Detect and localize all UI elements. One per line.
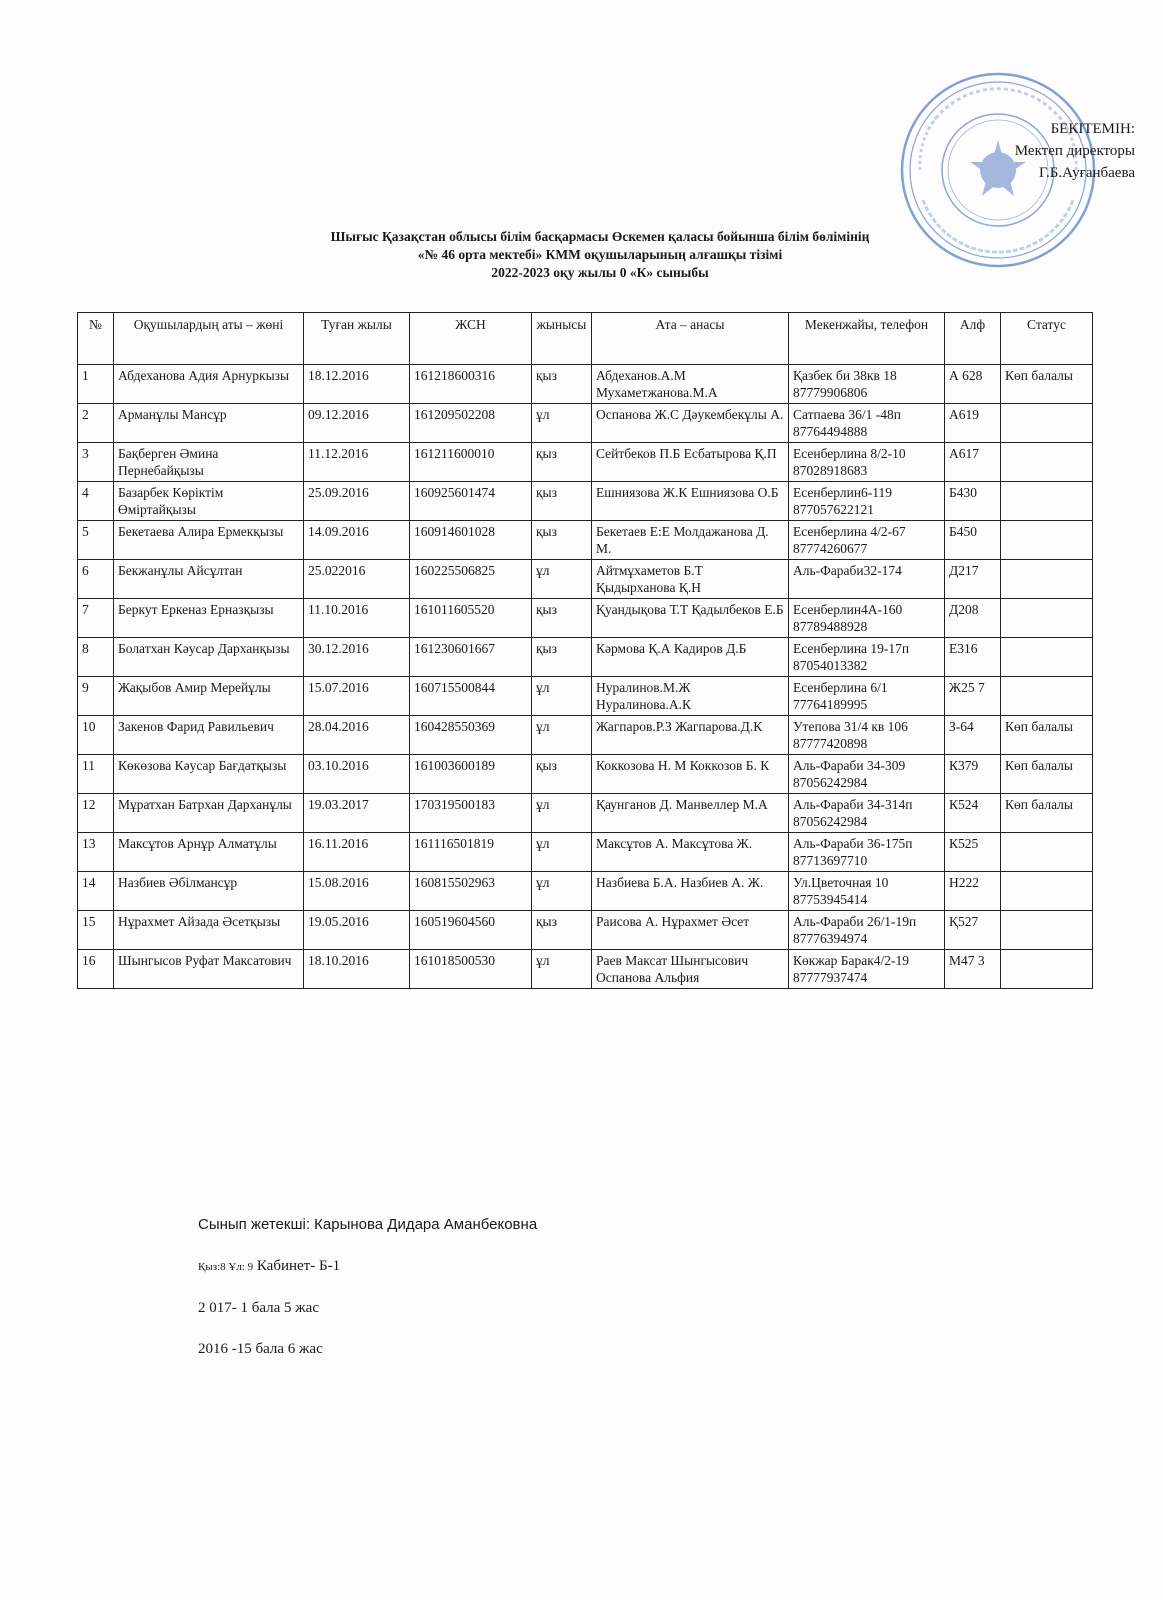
cell-address-phone: Есенберлина 19-17п 87054013382 xyxy=(789,638,945,677)
table-row xyxy=(78,755,1093,794)
cell-birth-date: 18.10.2016 xyxy=(304,950,410,989)
col-header-sex: жынысы xyxy=(532,313,592,365)
cell-alf: К525 xyxy=(945,833,1001,872)
cell-parents: Назбиева Б.А. Назбиев А. Ж. xyxy=(592,872,789,911)
cell-alf: А617 xyxy=(945,443,1001,482)
cell-status xyxy=(1001,833,1093,872)
cell-student-name: Беркут Еркеназ Ерназқызы xyxy=(114,599,304,638)
cell-birth-date: 09.12.2016 xyxy=(304,404,410,443)
col-header-name: Оқушылардың аты – жөні xyxy=(114,313,304,365)
cell-student-name: Бақберген Әмина Пернебайқызы xyxy=(114,443,304,482)
cell-parents: Нуралинов.М.Ж Нуралинова.А.К xyxy=(592,677,789,716)
cell-student-name: Көкөзова Кәусар Бағдатқызы xyxy=(114,755,304,794)
table-row xyxy=(78,638,1093,677)
cell-number: 15 xyxy=(78,911,114,950)
age-summary-2017: 2 017- 1 бала 5 жас xyxy=(198,1300,319,1316)
cell-status: Көп балалы xyxy=(1001,794,1093,833)
cell-iin: 160225506825 xyxy=(410,560,532,599)
cell-address-phone: Есенберлин4А-160 87789488928 xyxy=(789,599,945,638)
approval-block xyxy=(935,118,1135,184)
cell-iin: 161211600010 xyxy=(410,443,532,482)
cell-sex: қыз xyxy=(532,521,592,560)
cell-status xyxy=(1001,872,1093,911)
table-row xyxy=(78,521,1093,560)
cell-student-name: Мұратхан Батрхан Дарханұлы xyxy=(114,794,304,833)
table-row xyxy=(78,716,1093,755)
cell-sex: қыз xyxy=(532,365,592,404)
table-row xyxy=(78,794,1093,833)
age-summary-2016: 2016 -15 бала 6 жас xyxy=(198,1341,323,1357)
cell-parents: Сейтбеков П.Б Есбатырова Қ.П xyxy=(592,443,789,482)
cell-address-phone: Сатпаева 36/1 -48п 87764494888 xyxy=(789,404,945,443)
table-row xyxy=(78,950,1093,989)
cell-birth-date: 28.04.2016 xyxy=(304,716,410,755)
cell-birth-date: 11.12.2016 xyxy=(304,443,410,482)
cell-sex: қыз xyxy=(532,911,592,950)
cell-status xyxy=(1001,443,1093,482)
cell-address-phone: Аль-Фараби 34-314п 87056242984 xyxy=(789,794,945,833)
cell-iin: 160925601474 xyxy=(410,482,532,521)
cell-status xyxy=(1001,599,1093,638)
cell-number: 12 xyxy=(78,794,114,833)
cell-iin: 161209502208 xyxy=(410,404,532,443)
cell-parents: Раев Максат Шынгысович Оспанова Альфия xyxy=(592,950,789,989)
cell-iin: 161218600316 xyxy=(410,365,532,404)
cabinet: Кабинет- Б-1 xyxy=(256,1258,341,1274)
cell-parents: Ешниязова Ж.К Ешниязова О.Б xyxy=(592,482,789,521)
cell-sex: ұл xyxy=(532,404,592,443)
cell-iin: 160715500844 xyxy=(410,677,532,716)
cell-alf: Д217 xyxy=(945,560,1001,599)
cell-number: 11 xyxy=(78,755,114,794)
cell-birth-date: 16.11.2016 xyxy=(304,833,410,872)
cell-student-name: Нұрахмет Айзада Әсетқызы xyxy=(114,911,304,950)
cell-status xyxy=(1001,404,1093,443)
cell-number: 16 xyxy=(78,950,114,989)
cell-birth-date: 19.05.2016 xyxy=(304,911,410,950)
title-line-2: «№ 46 орта мектебі» КММ оқушыларының алғашқы тізімі xyxy=(417,247,783,262)
table-row xyxy=(78,911,1093,950)
cell-student-name: Закенов Фарид Равильевич xyxy=(114,716,304,755)
cell-address-phone: Аль-Фараби 26/1-19п 87776394974 xyxy=(789,911,945,950)
cell-status xyxy=(1001,950,1093,989)
table-row xyxy=(78,677,1093,716)
class-counts xyxy=(198,1258,340,1275)
cell-alf: К524 xyxy=(945,794,1001,833)
col-header-number: № xyxy=(78,313,114,365)
cell-address-phone: Ул.Цветочная 10 87753945414 xyxy=(789,872,945,911)
cell-iin: 161116501819 xyxy=(410,833,532,872)
cell-birth-date: 03.10.2016 xyxy=(304,755,410,794)
table-row xyxy=(78,560,1093,599)
cell-parents: Коккозова Н. М Коккозов Б. К xyxy=(592,755,789,794)
cell-alf: М47 3 xyxy=(945,950,1001,989)
cell-alf: Д208 xyxy=(945,599,1001,638)
cell-student-name: Шынгысов Руфат Максатович xyxy=(114,950,304,989)
col-header-alf: Алф xyxy=(945,313,1001,365)
cell-status: Көп балалы xyxy=(1001,716,1093,755)
cell-alf: Е316 xyxy=(945,638,1001,677)
cell-parents: Бекетаев Е:Е Молдажанова Д. М. xyxy=(592,521,789,560)
class-teacher: Сынып жетекші: Карынова Дидара Аманбековна xyxy=(198,1216,538,1233)
cell-alf: А619 xyxy=(945,404,1001,443)
table-row xyxy=(78,404,1093,443)
cell-iin: 161230601667 xyxy=(410,638,532,677)
cell-student-name: Бекетаева Алира Ермекқызы xyxy=(114,521,304,560)
cell-number: 14 xyxy=(78,872,114,911)
cell-sex: ұл xyxy=(532,560,592,599)
cell-address-phone: Аль-Фараби32-174 xyxy=(789,560,945,599)
cell-student-name: Максұтов Арнұр Алматұлы xyxy=(114,833,304,872)
cell-sex: қыз xyxy=(532,638,592,677)
cell-alf: Б450 xyxy=(945,521,1001,560)
cell-parents: Раисова А. Нұрахмет Әсет xyxy=(592,911,789,950)
table-row xyxy=(78,443,1093,482)
cell-address-phone: Есенберлина 4/2-67 87774260677 xyxy=(789,521,945,560)
cell-alf: Н222 xyxy=(945,872,1001,911)
cell-sex: қыз xyxy=(532,482,592,521)
table-row xyxy=(78,872,1093,911)
cell-number: 8 xyxy=(78,638,114,677)
cell-address-phone: Қазбек би 38кв 18 87779906806 xyxy=(789,365,945,404)
cell-sex: ұл xyxy=(532,950,592,989)
cell-iin: 170319500183 xyxy=(410,794,532,833)
cell-sex: ұл xyxy=(532,872,592,911)
cell-status: Көп балалы xyxy=(1001,755,1093,794)
cell-iin: 161011605520 xyxy=(410,599,532,638)
col-header-iin: ЖСН xyxy=(410,313,532,365)
cell-birth-date: 15.08.2016 xyxy=(304,872,410,911)
cell-number: 1 xyxy=(78,365,114,404)
cell-number: 13 xyxy=(78,833,114,872)
cell-parents: Максұтов А. Максұтова Ж. xyxy=(592,833,789,872)
cell-birth-date: 25.022016 xyxy=(304,560,410,599)
cell-number: 3 xyxy=(78,443,114,482)
cell-student-name: Назбиев Әбілмансұр xyxy=(114,872,304,911)
cell-status: Көп балалы xyxy=(1001,365,1093,404)
cell-alf: К379 xyxy=(945,755,1001,794)
col-header-parents: Ата – анасы xyxy=(592,313,789,365)
cell-birth-date: 19.03.2017 xyxy=(304,794,410,833)
cell-parents: Кәрмова Қ.А Кадиров Д.Б xyxy=(592,638,789,677)
cell-address-phone: Есенберлин6-119 877057622121 xyxy=(789,482,945,521)
table-row xyxy=(78,599,1093,638)
student-roster-table xyxy=(77,312,1093,989)
approval-heading: БЕКІТЕМІН: xyxy=(1050,121,1135,137)
cell-status xyxy=(1001,521,1093,560)
document-title xyxy=(110,228,1090,282)
cell-birth-date: 18.12.2016 xyxy=(304,365,410,404)
cell-number: 5 xyxy=(78,521,114,560)
cell-address-phone: Аль-Фараби 36-175п 87713697710 xyxy=(789,833,945,872)
cell-number: 9 xyxy=(78,677,114,716)
approval-signatory: Г.Б.Ауғанбаева xyxy=(1038,165,1135,181)
cell-birth-date: 15.07.2016 xyxy=(304,677,410,716)
cell-parents: Қаунганов Д. Манвеллер М.А xyxy=(592,794,789,833)
cell-sex: қыз xyxy=(532,599,592,638)
cell-parents: Оспанова Ж.С Дәукембекұлы А. xyxy=(592,404,789,443)
cell-birth-date: 11.10.2016 xyxy=(304,599,410,638)
cell-sex: ұл xyxy=(532,716,592,755)
gender-counts: Қыз:8 Ұл: 9 xyxy=(198,1261,254,1273)
cell-alf: Қ527 xyxy=(945,911,1001,950)
cell-sex: қыз xyxy=(532,443,592,482)
cell-sex: ұл xyxy=(532,794,592,833)
cell-number: 7 xyxy=(78,599,114,638)
table-row xyxy=(78,365,1093,404)
cell-student-name: Арманұлы Мансұр xyxy=(114,404,304,443)
approval-position: Мектеп директоры xyxy=(1014,143,1135,159)
cell-address-phone: Есенберлина 8/2-10 87028918683 xyxy=(789,443,945,482)
cell-sex: ұл xyxy=(532,677,592,716)
cell-student-name: Болатхан Кәусар Дарханқызы xyxy=(114,638,304,677)
cell-parents: Абдеханов.А.М Мухаметжанова.М.А xyxy=(592,365,789,404)
cell-status xyxy=(1001,482,1093,521)
cell-address-phone: Аль-Фараби 34-309 87056242984 xyxy=(789,755,945,794)
title-line-1: Шығыс Қазақстан облысы білім басқармасы Өскемен қаласы бойынша білім бөлімінің xyxy=(330,229,870,244)
cell-iin: 161003600189 xyxy=(410,755,532,794)
cell-sex: ұл xyxy=(532,833,592,872)
cell-parents: Қуандықова Т.Т Қадылбеков Е.Б xyxy=(592,599,789,638)
title-line-3: 2022-2023 оқу жылы 0 «К» сыныбы xyxy=(491,265,709,280)
cell-status xyxy=(1001,677,1093,716)
cell-alf: Б430 xyxy=(945,482,1001,521)
cell-status xyxy=(1001,911,1093,950)
col-header-birth-date: Туған жылы xyxy=(304,313,410,365)
cell-parents: Айтмұхаметов Б.Т Қыдырханова Қ.Н xyxy=(592,560,789,599)
cell-iin: 160815502963 xyxy=(410,872,532,911)
cell-number: 2 xyxy=(78,404,114,443)
table-header-row xyxy=(78,313,1093,365)
cell-alf: А 628 xyxy=(945,365,1001,404)
cell-number: 4 xyxy=(78,482,114,521)
cell-alf: Ж25 7 xyxy=(945,677,1001,716)
cell-birth-date: 14.09.2016 xyxy=(304,521,410,560)
cell-number: 6 xyxy=(78,560,114,599)
cell-status xyxy=(1001,638,1093,677)
table-row xyxy=(78,833,1093,872)
cell-iin: 160519604560 xyxy=(410,911,532,950)
cell-sex: қыз xyxy=(532,755,592,794)
cell-number: 10 xyxy=(78,716,114,755)
cell-student-name: Абдеханова Адия Арнуркызы xyxy=(114,365,304,404)
cell-student-name: Жақыбов Амир Мерейұлы xyxy=(114,677,304,716)
cell-iin: 160428550369 xyxy=(410,716,532,755)
col-header-status: Статус xyxy=(1001,313,1093,365)
cell-student-name: Базарбек Көріктім Өміртайқызы xyxy=(114,482,304,521)
col-header-address-phone: Мекенжайы, телефон xyxy=(789,313,945,365)
cell-address-phone: Көкжар Барак4/2-19 87777937474 xyxy=(789,950,945,989)
cell-address-phone: Утепова 31/4 кв 106 87777420898 xyxy=(789,716,945,755)
cell-birth-date: 30.12.2016 xyxy=(304,638,410,677)
cell-iin: 160914601028 xyxy=(410,521,532,560)
cell-status xyxy=(1001,560,1093,599)
cell-iin: 161018500530 xyxy=(410,950,532,989)
cell-student-name: Бекжанұлы Айсұлтан xyxy=(114,560,304,599)
cell-alf: З-64 xyxy=(945,716,1001,755)
cell-birth-date: 25.09.2016 xyxy=(304,482,410,521)
table-row xyxy=(78,482,1093,521)
cell-parents: Жагпаров.Р.З Жагпарова.Д.К xyxy=(592,716,789,755)
cell-address-phone: Есенберлина 6/1 77764189995 xyxy=(789,677,945,716)
